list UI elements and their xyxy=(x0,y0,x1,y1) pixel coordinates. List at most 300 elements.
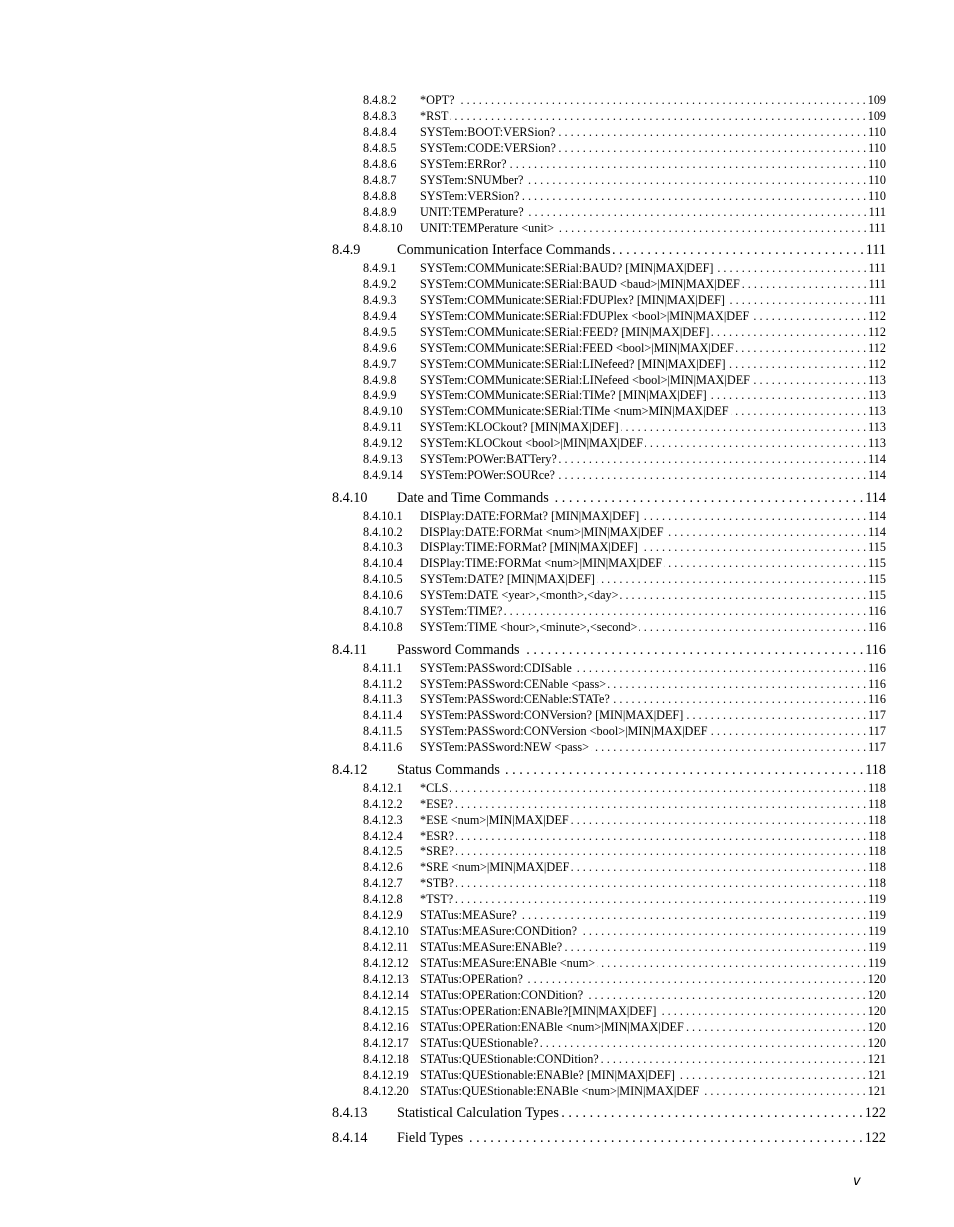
toc-entry-number: 8.4.8.10 xyxy=(363,220,403,235)
toc-subsection-entry[interactable] xyxy=(332,940,886,956)
toc-dot-leader xyxy=(540,1036,865,1052)
toc-page-number: 116 xyxy=(868,620,886,635)
toc-subsection-entry[interactable] xyxy=(332,357,886,373)
toc-subsection-entry[interactable] xyxy=(332,1004,886,1020)
toc-page-number: 114 xyxy=(865,490,886,507)
toc-subsection-entry[interactable] xyxy=(332,420,886,436)
toc-entry-title: Communication Interface Commands xyxy=(397,242,611,259)
toc-dot-leader xyxy=(621,420,866,436)
toc-entry-number: 8.4.8.4 xyxy=(363,124,397,139)
toc-page-number: 122 xyxy=(864,1105,886,1122)
toc-entry-number: 8.4.10.4 xyxy=(363,556,403,571)
toc-entry-number: 8.4.8.5 xyxy=(363,140,397,155)
toc-page-number: 116 xyxy=(868,692,886,707)
toc-entry-title: STATus:OPERation:ENABle <num>|MIN|MAX|DEF xyxy=(420,1019,684,1034)
toc-entry-number: 8.4.9 xyxy=(332,242,361,259)
toc-dot-leader xyxy=(525,972,866,988)
toc-entry-number: 8.4.9.12 xyxy=(363,436,403,451)
toc-entry-number: 8.4.12.16 xyxy=(363,1019,409,1034)
toc-entry-title: SYSTem:PASSword:CENable:STATe? xyxy=(420,692,610,707)
toc-subsection-entry[interactable] xyxy=(332,141,886,157)
toc-entry-title: STATus:MEASure:ENABle? xyxy=(420,940,563,955)
toc-entry-number: 8.4.12.17 xyxy=(363,1035,409,1050)
toc-page-number: 112 xyxy=(868,356,886,371)
toc-entry-number: 8.4.9.5 xyxy=(363,324,397,339)
toc-entry-number: 8.4.12.2 xyxy=(363,796,403,811)
toc-entry-title: *ESE <num>|MIN|MAX|DEF xyxy=(420,812,569,827)
toc-page-number: 122 xyxy=(864,1129,886,1146)
toc-page-number: 113 xyxy=(868,404,886,419)
toc-dot-leader xyxy=(751,309,866,325)
toc-entry-number: 8.4.12.13 xyxy=(363,971,409,986)
toc-page-number: 110 xyxy=(868,188,886,203)
toc-entry-number: 8.4.8.7 xyxy=(363,172,397,187)
toc-subsection-entry[interactable] xyxy=(332,924,886,940)
toc-entry-number: 8.4.9.9 xyxy=(363,388,397,403)
toc-page-number: 116 xyxy=(868,604,886,619)
toc-section-entry[interactable] xyxy=(332,488,886,509)
toc-page-number: 111 xyxy=(868,292,886,307)
toc-section-entry[interactable] xyxy=(332,1103,886,1124)
toc-entry-title: Password Commands xyxy=(397,642,520,659)
toc-page-number: 112 xyxy=(868,340,886,355)
toc-entry-number: 8.4.9.7 xyxy=(363,356,397,371)
toc-entry-number: 8.4.9.8 xyxy=(363,372,397,387)
toc-entry-title: STATus:MEASure? xyxy=(420,908,517,923)
toc-entry-title: SYSTem:PASSword:CONVersion? [MIN|MAX|DEF] xyxy=(420,708,684,723)
toc-page-number: 115 xyxy=(868,588,886,603)
toc-entry-number: 8.4.8.8 xyxy=(363,188,397,203)
toc-dot-leader xyxy=(559,452,866,468)
toc-subsection-entry[interactable] xyxy=(332,404,886,420)
toc-dot-leader xyxy=(455,797,866,813)
toc-entry-title: SYSTem:PASSword:NEW <pass> xyxy=(420,740,589,755)
toc-subsection-entry[interactable] xyxy=(332,1084,886,1100)
toc-subsection-entry[interactable] xyxy=(332,341,886,357)
toc-page-number: 121 xyxy=(867,1083,886,1098)
toc-entry-title: SYSTem:PASSword:CONVersion <bool>|MIN|MAX|DEF xyxy=(420,724,708,739)
toc-entry-number: 8.4.10 xyxy=(332,490,368,507)
toc-page-number: 118 xyxy=(868,876,886,891)
toc-subsection-entry[interactable] xyxy=(332,309,886,325)
toc-entry-number: 8.4.9.2 xyxy=(363,276,397,291)
toc-entry-title: UNIT:TEMPerature <unit> xyxy=(420,220,554,235)
toc-dot-leader xyxy=(585,988,866,1004)
toc-dot-leader xyxy=(556,221,867,237)
toc-entry-number: 8.4.11.1 xyxy=(363,660,403,675)
toc-entry-number: 8.4.9.4 xyxy=(363,308,397,323)
toc-subsection-entry[interactable] xyxy=(332,1036,886,1052)
toc-page-number: 118 xyxy=(868,828,886,843)
toc-subsection-entry[interactable] xyxy=(332,525,886,541)
toc-dot-leader xyxy=(526,205,867,221)
toc-page-number: 120 xyxy=(867,987,886,1002)
toc-dot-leader xyxy=(557,468,866,484)
toc-entry-number: 8.4.10.3 xyxy=(363,540,403,555)
toc-page-number: 111 xyxy=(868,260,886,275)
toc-entry-number: 8.4.12.1 xyxy=(363,780,403,795)
toc-dot-leader xyxy=(742,277,867,293)
toc-subsection-entry[interactable] xyxy=(332,677,886,693)
toc-subsection-entry[interactable] xyxy=(332,388,886,404)
toc-dot-leader xyxy=(456,876,866,892)
toc-entry-title: SYSTem:PASSword:CENable <pass> xyxy=(420,676,607,691)
toc-page-number: 116 xyxy=(868,676,886,691)
toc-section-entry[interactable] xyxy=(332,640,886,661)
toc-entry-title: SYSTem:COMMunicate:SERial:FDUPlex? [MIN|MAX|DEF] xyxy=(420,292,725,307)
toc-dot-leader xyxy=(504,604,866,620)
toc-entry-title: Status Commands xyxy=(397,762,500,779)
toc-page-number: 114 xyxy=(868,468,886,483)
toc-entry-number: 8.4.11.6 xyxy=(363,740,403,755)
toc-page-number: 116 xyxy=(868,660,886,675)
toc-page-number: 109 xyxy=(867,93,886,107)
toc-dot-leader xyxy=(564,940,866,956)
toc-dot-leader xyxy=(645,436,866,452)
toc-page-number: 113 xyxy=(868,436,886,451)
toc-subsection-entry[interactable] xyxy=(332,173,886,189)
toc-entry-number: 8.4.12.15 xyxy=(363,1003,409,1018)
toc-entry-number: 8.4.14 xyxy=(332,1129,368,1146)
toc-entry-title: SYSTem:VERSion? xyxy=(420,188,520,203)
toc-entry-title: UNIT:TEMPerature? xyxy=(420,204,524,219)
toc-page-number: 111 xyxy=(865,242,886,259)
toc-entry-number: 8.4.12 xyxy=(332,762,368,779)
toc-dot-leader xyxy=(728,357,867,373)
toc-dot-leader xyxy=(551,488,864,509)
toc-dot-leader xyxy=(715,261,866,277)
toc-page-number: 119 xyxy=(868,956,886,970)
toc-dot-leader xyxy=(465,1128,863,1149)
toc-entry-title: DISPlay:TIME:FORMat? [MIN|MAX|DEF] xyxy=(420,540,638,555)
toc-page-number: 120 xyxy=(867,1003,886,1018)
toc-subsection-entry[interactable] xyxy=(332,860,886,876)
toc-subsection-entry[interactable] xyxy=(332,956,886,972)
toc-subsection-entry[interactable] xyxy=(332,972,886,988)
toc-entry-number: 8.4.8.3 xyxy=(363,108,397,123)
toc-entry-title: SYSTem:KLOCkout <bool>|MIN|MAX|DEF xyxy=(420,436,644,451)
toc-entry-number: 8.4.10.2 xyxy=(363,524,403,539)
toc-dot-leader xyxy=(557,125,866,141)
toc-entry-title: *CLS xyxy=(420,780,449,795)
toc-entry-number: 8.4.11 xyxy=(332,642,367,659)
toc-dot-leader xyxy=(640,540,866,556)
toc-dot-leader xyxy=(710,724,867,740)
toc-entry-title: *RST xyxy=(420,108,449,123)
toc-page-number: 115 xyxy=(868,540,886,555)
toc-page-number: 116 xyxy=(865,642,886,659)
toc-page-number: 120 xyxy=(867,1035,886,1050)
toc-page-number: 111 xyxy=(868,204,886,219)
toc-entry-title: STATus:OPERation:CONDition? xyxy=(420,987,584,1002)
toc-subsection-entry[interactable] xyxy=(332,509,886,525)
toc-entry-title: DISPlay:TIME:FORMat <num>|MIN|MAX|DEF xyxy=(420,556,663,571)
toc-page-number: 121 xyxy=(867,1067,886,1082)
toc-dot-leader xyxy=(521,189,866,205)
toc-dot-leader xyxy=(597,956,866,972)
toc-entry-number: 8.4.12.11 xyxy=(363,940,409,955)
toc-page-number: 110 xyxy=(868,140,886,155)
toc-entry-number: 8.4.9.10 xyxy=(363,404,403,419)
toc-entry-number: 8.4.13 xyxy=(332,1105,368,1122)
toc-dot-leader xyxy=(752,373,866,389)
toc-page-number: 113 xyxy=(868,372,886,387)
toc-dot-leader xyxy=(677,1068,866,1084)
toc-dot-leader xyxy=(457,93,866,109)
toc-subsection-entry[interactable] xyxy=(332,620,886,636)
toc-entry-title: SYSTem:TIME? xyxy=(420,604,503,619)
toc-entry-number: 8.4.9.1 xyxy=(363,260,397,275)
toc-dot-leader xyxy=(522,640,864,661)
toc-page-number: 113 xyxy=(868,420,886,435)
toc-page-number: 118 xyxy=(868,796,886,811)
toc-subsection-entry[interactable] xyxy=(332,109,886,125)
toc-entry-number: 8.4.12.5 xyxy=(363,844,403,859)
toc-subsection-entry[interactable] xyxy=(332,452,886,468)
toc-subsection-entry[interactable] xyxy=(332,221,886,237)
toc-section-entry[interactable] xyxy=(332,1128,886,1149)
toc-subsection-entry[interactable] xyxy=(332,1052,886,1068)
toc-page-number: 110 xyxy=(868,172,886,187)
toc-entry-number: 8.4.8.9 xyxy=(363,204,397,219)
toc-subsection-entry[interactable] xyxy=(332,1020,886,1036)
toc-dot-leader xyxy=(456,829,866,845)
toc-entry-number: 8.4.11.3 xyxy=(363,692,403,707)
toc-page-number: 117 xyxy=(868,724,886,739)
toc-entry-number: 8.4.12.8 xyxy=(363,892,403,907)
toc-entry-number: 8.4.9.6 xyxy=(363,340,397,355)
toc-entry-number: 8.4.12.12 xyxy=(363,956,409,970)
table-of-contents xyxy=(332,93,886,1148)
toc-entry-number: 8.4.9.3 xyxy=(363,292,397,307)
toc-entry-number: 8.4.10.8 xyxy=(363,620,403,635)
toc-page-number: 118 xyxy=(868,780,886,795)
toc-page-number: 119 xyxy=(868,908,886,923)
toc-entry-title: SYSTem:COMMunicate:SERial:FEED <bool>|MIN|MAX|DEF xyxy=(420,340,734,355)
toc-entry-title: STATus:OPERation:ENABle?[MIN|MAX|DEF] xyxy=(420,1003,657,1018)
toc-entry-number: 8.4.9.11 xyxy=(363,420,403,435)
toc-entry-title: STATus:MEASure:CONDition? xyxy=(420,924,578,939)
toc-dot-leader xyxy=(601,1052,866,1068)
toc-entry-title: *ESE? xyxy=(420,796,454,811)
toc-entry-title: SYSTem:DATE? [MIN|MAX|DEF] xyxy=(420,572,595,587)
toc-subsection-entry[interactable] xyxy=(332,813,886,829)
toc-entry-title: STATus:QUEStionable:CONDition? xyxy=(420,1051,599,1066)
toc-entry-title: SYSTem:KLOCkout? [MIN|MAX|DEF] xyxy=(420,420,619,435)
toc-page-number: 115 xyxy=(868,572,886,587)
toc-page-number: 120 xyxy=(867,971,886,986)
toc-subsection-entry[interactable] xyxy=(332,468,886,484)
toc-entry-number: 8.4.11.5 xyxy=(363,724,403,739)
toc-dot-leader xyxy=(620,588,866,604)
toc-entry-title: STATus:OPERation? xyxy=(420,971,523,986)
toc-dot-leader xyxy=(502,760,863,781)
toc-entry-number: 8.4.8.6 xyxy=(363,156,397,171)
toc-entry-title: SYSTem:COMMunicate:SERial:TIMe <num>MIN|MAX|DEF xyxy=(420,404,729,419)
toc-entry-number: 8.4.12.7 xyxy=(363,876,403,891)
toc-subsection-entry[interactable] xyxy=(332,908,886,924)
toc-subsection-entry[interactable] xyxy=(332,781,886,797)
toc-subsection-entry[interactable] xyxy=(332,661,886,677)
toc-page-number: 121 xyxy=(867,1051,886,1066)
toc-entry-number: 8.4.12.4 xyxy=(363,828,403,843)
toc-subsection-entry[interactable] xyxy=(332,988,886,1004)
toc-dot-leader xyxy=(574,661,866,677)
toc-dot-leader xyxy=(456,844,866,860)
toc-dot-leader xyxy=(571,813,866,829)
toc-entry-title: *STB? xyxy=(420,876,454,891)
toc-entry-number: 8.4.10.1 xyxy=(363,508,403,523)
toc-entry-title: STATus:QUEStionable? xyxy=(420,1035,539,1050)
toc-page-number: 110 xyxy=(868,124,886,139)
toc-entry-number: 8.4.11.2 xyxy=(363,676,403,691)
toc-page-number: 119 xyxy=(868,924,886,939)
toc-entry-number: 8.4.12.14 xyxy=(363,987,409,1002)
toc-page-number: 115 xyxy=(868,556,886,571)
toc-entry-number: 8.4.12.9 xyxy=(363,908,403,923)
toc-entry-number: 8.4.12.10 xyxy=(363,924,409,939)
toc-subsection-entry[interactable] xyxy=(332,540,886,556)
toc-entry-title: STATus:QUEStionable:ENABle? [MIN|MAX|DEF] xyxy=(420,1067,675,1082)
toc-dot-leader xyxy=(685,708,866,724)
toc-page-number: 118 xyxy=(868,860,886,875)
toc-subsection-entry[interactable] xyxy=(332,93,886,109)
toc-page-number: 112 xyxy=(868,324,886,339)
toc-subsection-entry[interactable] xyxy=(332,604,886,620)
toc-entry-number: 8.4.12.19 xyxy=(363,1067,409,1082)
toc-dot-leader xyxy=(736,341,866,357)
toc-subsection-entry[interactable] xyxy=(332,1068,886,1084)
toc-dot-leader xyxy=(455,892,866,908)
toc-dot-leader xyxy=(658,1004,865,1020)
toc-entry-number: 8.4.9.14 xyxy=(363,468,403,483)
toc-subsection-entry[interactable] xyxy=(332,692,886,708)
toc-entry-number: 8.4.12.3 xyxy=(363,812,403,827)
toc-subsection-entry[interactable] xyxy=(332,829,886,845)
toc-entry-title: *SRE <num>|MIN|MAX|DEF xyxy=(420,860,570,875)
toc-dot-leader xyxy=(664,556,866,572)
toc-subsection-entry[interactable] xyxy=(332,556,886,572)
toc-subsection-entry[interactable] xyxy=(332,261,886,277)
toc-subsection-entry[interactable] xyxy=(332,797,886,813)
toc-page-number: 109 xyxy=(867,108,886,123)
toc-subsection-entry[interactable] xyxy=(332,844,886,860)
toc-dot-leader xyxy=(509,157,867,173)
toc-entry-title: DISPlay:DATE:FORMat? [MIN|MAX|DEF] xyxy=(420,508,640,523)
toc-page-number: 111 xyxy=(868,220,886,235)
toc-page-number: 114 xyxy=(868,452,886,467)
toc-subsection-entry[interactable] xyxy=(332,572,886,588)
toc-entry-title: *TST? xyxy=(420,892,454,907)
toc-entry-title: *ESR? xyxy=(420,828,454,843)
toc-subsection-entry[interactable] xyxy=(332,436,886,452)
toc-subsection-entry[interactable] xyxy=(332,876,886,892)
toc-dot-leader xyxy=(701,1084,865,1100)
toc-entry-number: 8.4.10.6 xyxy=(363,588,403,603)
toc-entry-title: STATus:MEASure:ENABle <num> xyxy=(420,956,596,970)
toc-dot-leader xyxy=(608,677,866,693)
toc-dot-leader xyxy=(450,781,866,797)
toc-entry-title: SYSTem:COMMunicate:SERial:BAUD <baud>|MIN|MAX|DEF xyxy=(420,276,740,291)
toc-dot-leader xyxy=(641,509,866,525)
toc-subsection-entry[interactable] xyxy=(332,708,886,724)
toc-entry-title: Date and Time Commands xyxy=(397,490,549,507)
toc-dot-leader xyxy=(519,908,866,924)
toc-entry-title: SYSTem:COMMunicate:SERial:BAUD? [MIN|MAX|DEF] xyxy=(420,260,714,275)
toc-page-number: 120 xyxy=(867,1019,886,1034)
toc-subsection-entry[interactable] xyxy=(332,189,886,205)
toc-dot-leader xyxy=(639,620,866,636)
toc-entry-number: 8.4.10.5 xyxy=(363,572,403,587)
toc-dot-leader xyxy=(709,388,866,404)
toc-page-number: 118 xyxy=(868,812,886,827)
toc-dot-leader xyxy=(450,109,865,125)
toc-entry-title: Statistical Calculation Types xyxy=(397,1105,559,1122)
toc-dot-leader xyxy=(591,740,866,756)
toc-page-number: 119 xyxy=(868,892,886,907)
toc-page-number: 110 xyxy=(868,156,886,171)
toc-entry-title: SYSTem:COMMunicate:SERial:LINefeed? [MIN|MAX|DEF] xyxy=(420,356,726,371)
toc-entry-title: SYSTem:TIME <hour>,<minute>,<second> xyxy=(420,620,638,635)
toc-page-number: 111 xyxy=(868,276,886,291)
toc-subsection-entry[interactable] xyxy=(332,740,886,756)
toc-dot-leader xyxy=(612,692,866,708)
toc-dot-leader xyxy=(579,924,866,940)
toc-dot-leader xyxy=(613,240,864,261)
toc-entry-number: 8.4.12.18 xyxy=(363,1051,409,1066)
toc-page-number: 112 xyxy=(868,308,886,323)
toc-subsection-entry[interactable] xyxy=(332,373,886,389)
toc-dot-leader xyxy=(711,325,866,341)
toc-entry-number: 8.4.10.7 xyxy=(363,604,403,619)
toc-entry-title: SYSTem:COMMunicate:SERial:FEED? [MIN|MAX|DEF] xyxy=(420,324,710,339)
toc-entry-title: SYSTem:DATE <year>,<month>,<day> xyxy=(420,588,619,603)
toc-subsection-entry[interactable] xyxy=(332,205,886,221)
toc-dot-leader xyxy=(561,1103,863,1124)
toc-dot-leader xyxy=(727,293,867,309)
toc-page-number: 117 xyxy=(868,740,886,755)
toc-subsection-entry[interactable] xyxy=(332,325,886,341)
toc-subsection-entry[interactable] xyxy=(332,125,886,141)
toc-entry-title: *SRE? xyxy=(420,844,454,859)
toc-page-number: 114 xyxy=(868,508,886,523)
toc-dot-leader xyxy=(571,860,866,876)
toc-section-entry[interactable] xyxy=(332,760,886,781)
toc-page-number: 119 xyxy=(868,940,886,955)
toc-dot-leader xyxy=(686,1020,866,1036)
toc-dot-leader xyxy=(525,173,866,189)
toc-subsection-entry[interactable] xyxy=(332,157,886,173)
toc-page-number: 114 xyxy=(868,524,886,539)
toc-subsection-entry[interactable] xyxy=(332,892,886,908)
toc-dot-leader xyxy=(558,141,866,157)
toc-entry-title: SYSTem:CODE:VERSion? xyxy=(420,140,556,155)
toc-section-entry[interactable] xyxy=(332,240,886,261)
toc-subsection-entry[interactable] xyxy=(332,277,886,293)
toc-entry-title: SYSTem:SNUMber? xyxy=(420,172,524,187)
toc-dot-leader xyxy=(666,525,867,541)
toc-entry-number: 8.4.9.13 xyxy=(363,452,403,467)
toc-entry-number: 8.4.12.20 xyxy=(363,1083,409,1098)
toc-subsection-entry[interactable] xyxy=(332,724,886,740)
toc-entry-title: DISPlay:DATE:FORMat <num>|MIN|MAX|DEF xyxy=(420,524,664,539)
toc-entry-title: SYSTem:BOOT:VERSion? xyxy=(420,124,556,139)
toc-subsection-entry[interactable] xyxy=(332,293,886,309)
toc-entry-number: 8.4.11.4 xyxy=(363,708,403,723)
toc-entry-title: SYSTem:COMMunicate:SERial:TIMe? [MIN|MAX|DEF] xyxy=(420,388,707,403)
toc-page-number: 117 xyxy=(868,708,886,723)
toc-subsection-entry[interactable] xyxy=(332,588,886,604)
